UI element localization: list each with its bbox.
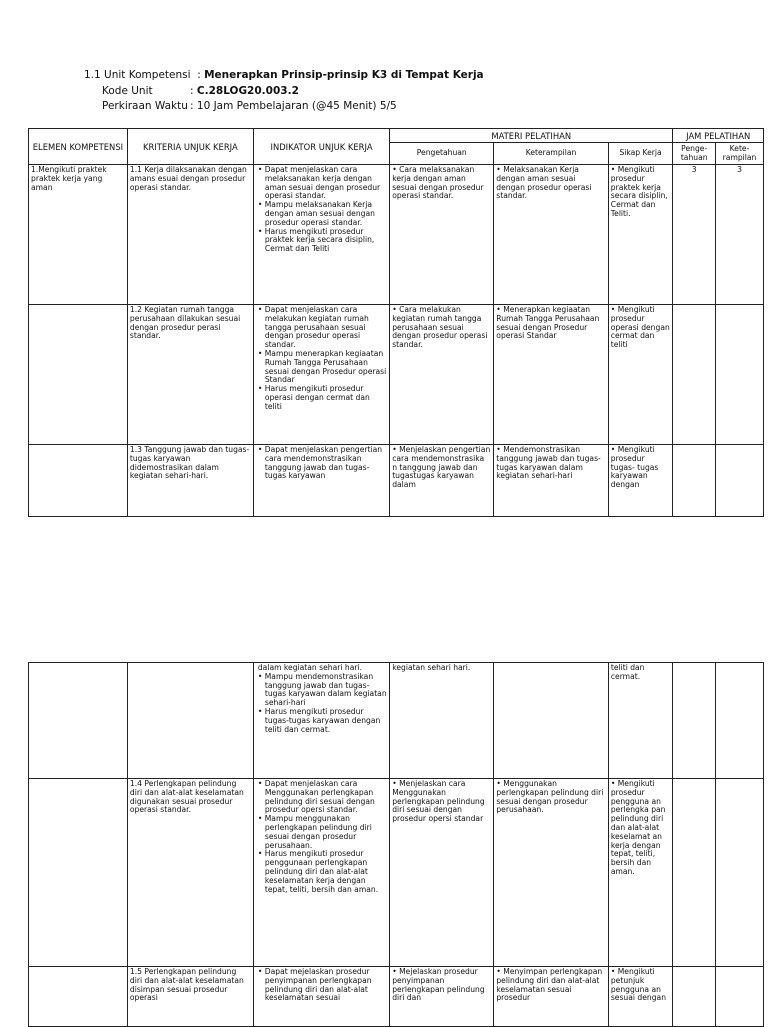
cell-pengetahuan: • Mejelaskan prosedur penyimpanan perlengkapan pelindung diri dan <box>390 967 494 1027</box>
cell-jam-keterampilan: 3 <box>716 165 764 305</box>
cell-pengetahuan: • Cara melakukan kegiatan rumah tangga perusahaan sesuai dengan prosedur operasi standar. <box>390 305 494 445</box>
colon: : <box>190 100 194 112</box>
cell-keterampilan <box>494 663 609 779</box>
page-break <box>0 520 768 660</box>
cell-indikator <box>253 305 389 445</box>
cell-kriteria: 1.4 Perlengkapan pelindung diri dan alat-alat keselamatan digunakan sesuai prosedur operasi standar. <box>127 779 253 967</box>
cell-elemen: 1.Mengikuti praktek praktek kerja yang aman <box>29 165 128 305</box>
col-jam: JAM PELATIHAN <box>673 129 764 143</box>
indikator-item: • Dapat menjelaskan cara melakukan kegiatan rumah tangga perusahaan sesuai dengan prosedur operasi standar. <box>257 305 369 350</box>
perkiraan-waktu-row <box>84 99 484 115</box>
indikator-item: • Mampu melaksanakan Kerja dengan aman sesuai dengan prosedur operasi standar. <box>257 200 375 227</box>
document-header <box>84 68 484 115</box>
col-kriteria: KRITERIA UNJUK KERJA <box>127 129 253 165</box>
indikator-item: • Dapat menjelaskan cara melaksanakan kerja dengan aman sesuai dengan prosedur operasi standar. <box>257 165 381 201</box>
cell-jam-pengetahuan <box>673 445 716 517</box>
cell-sikap: • Mengikuti prosedur pengguna an perlengka pan pelindung diri dan alat-alat keselamat an kerja dengan tepat, teliti, bersih dan aman. <box>608 779 673 967</box>
cell-indikator <box>253 165 389 305</box>
cell-sikap: teliti dan cermat. <box>608 663 673 779</box>
cell-kriteria <box>127 663 253 779</box>
col-pengetahuan: Pengetahuan <box>390 143 494 165</box>
cell-indikator <box>253 967 389 1027</box>
cell-jam-keterampilan <box>716 445 764 517</box>
cell-sikap: • Mengikuti petunjuk pengguna an sesuai dengan <box>608 967 673 1027</box>
table-row <box>29 165 764 305</box>
cell-pengetahuan: kegiatan sehari hari. <box>390 663 494 779</box>
cell-jam-keterampilan <box>716 779 764 967</box>
cell-indikator <box>253 663 389 779</box>
cell-jam-pengetahuan <box>673 779 716 967</box>
indikator-item: • Harus mengikuti prosedur praktek kerja secara disiplin, Cermat dan Teliti <box>257 226 375 254</box>
col-sikap: Sikap Kerja <box>608 143 673 165</box>
table-row <box>29 305 764 445</box>
cell-jam-pengetahuan: 3 <box>673 165 716 305</box>
col-keterampilan: Keterampilan <box>494 143 609 165</box>
cell-kriteria: 1.3 Tanggung jawab dan tugas-tugas karyawan didemostrasikan dalam kegiatan sehari-hari. <box>127 445 253 517</box>
cell-jam-keterampilan <box>716 663 764 779</box>
cell-kriteria: 1.1 Kerja dilaksanakan dengan amans esuai dengan prosedur operasi standar. <box>127 165 253 305</box>
competency-table-page1 <box>28 128 764 517</box>
cell-elemen <box>29 967 128 1027</box>
indikator-item: • Harus mengikuti prosedur operasi dengan cermat dan teliti <box>257 384 370 411</box>
cell-keterampilan: • Melaksanakan Kerja dengan aman sesuai dengan prosedur operasi standar. <box>494 165 609 305</box>
cell-sikap: • Mengikuti prosedur praktek kerja secara disiplin, Cermat dan Teliti. <box>608 165 673 305</box>
cell-pengetahuan: • Menjelaskan cara Menggunakan perlengkapan pelindung diri sesuai dengan prosedur opersi standar <box>390 779 494 967</box>
cell-pengetahuan: • Cara melaksanakan kerja dengan aman sesuai dengan prosedur operasi standar. <box>390 165 494 305</box>
cell-jam-keterampilan <box>716 305 764 445</box>
competency-table-page2 <box>28 662 764 1027</box>
col-indikator: INDIKATOR UNJUK KERJA <box>253 129 389 165</box>
colon: : <box>197 69 201 81</box>
indikator-item: • Harus mengikuti prosedur penggunaan perlengkapan pelindung diri dan alat-alat keselamatan kerja dengan tepat, teliti, bersih dan aman. <box>257 849 379 894</box>
col-elemen: ELEMEN KOMPETENSI <box>29 129 128 165</box>
cell-elemen <box>29 445 128 517</box>
table-row <box>29 663 764 779</box>
cell-sikap: • Mengikuti prosedur operasi dengan cermat dan teliti <box>608 305 673 445</box>
waktu-label: Perkiraan Waktu <box>102 100 188 112</box>
table-row <box>29 445 764 517</box>
col-jam-keterampilan: Kete- rampilan <box>716 143 764 165</box>
cell-indikator <box>253 779 389 967</box>
unit-label: Unit Kompetensi <box>104 69 191 81</box>
cell-pengetahuan: • Menjelaskan pengertian cara mendemonstrasika n tanggung jawab dan tugastugas karyawan dalam <box>390 445 494 517</box>
cell-keterampilan: • Menyimpan perlengkapan pelindung diri dan alat-alat keselamatan sesuai prosedur <box>494 967 609 1027</box>
cell-kriteria: 1.2 Kegiatan rumah tangga perusahaan dilakukan sesuai dengan prosedur perasi standar. <box>127 305 253 445</box>
indikator-item: • Dapat mejelaskan prosedur penyimpanan perlengkapan pelindung diri dan alat-alat keselamatan sesuai <box>257 967 372 1003</box>
cell-jam-pengetahuan <box>673 305 716 445</box>
kode-value: C.28LOG20.003.2 <box>196 84 299 97</box>
cell-keterampilan: • Menggunakan perlengkapan pelindung diri sesuai dengan prosedur perusahaan. <box>494 779 609 967</box>
indikator-item: • Harus mengikuti prosedur tugas-tugas karyawan dengan teliti dan cermat. <box>257 706 381 734</box>
cell-keterampilan: • Menerapkan kegiaatan Rumah Tangga Perusahaan sesuai dengan Prosedur operasi Standar <box>494 305 609 445</box>
cell-kriteria: 1.5 Perlengkapan pelindung diri dan alat-alat keselamatan disimpan sesuai prosedur operasi <box>127 967 253 1027</box>
table-row <box>29 967 764 1027</box>
cell-jam-keterampilan <box>716 967 764 1027</box>
kode-unit-row <box>84 84 484 100</box>
table-row <box>29 779 764 967</box>
indikator-item: • Mampu menerapkan kegiaatan Rumah Tangga Perusahaan sesuai dengan Prosedur operasi Standar <box>257 348 387 385</box>
unit-number: 1.1 <box>84 69 101 81</box>
indikator-item: • Mampu menggunakan perlengkapan pelindung diri sesuai dengan prosedur perusahaan. <box>257 814 372 850</box>
kode-label: Kode Unit <box>102 84 153 97</box>
waktu-value: 10 Jam Pembelajaran (@45 Menit) 5/5 <box>196 100 397 112</box>
col-jam-pengetahuan: Penge- tahuan <box>673 143 716 165</box>
cell-jam-pengetahuan <box>673 663 716 779</box>
unit-kompetensi-row <box>84 68 484 84</box>
cell-elemen <box>29 663 128 779</box>
cell-sikap: • Mengikuti prosedur tugas- tugas karyawan dengan <box>608 445 673 517</box>
indikator-item: • Dapat menjelaskan cara Menggunakan perlengkapan pelindung diri sesuai dengan prosedur opersi standar. <box>257 779 375 815</box>
cell-elemen <box>29 305 128 445</box>
indikator-item: • Dapat menjelaskan pengertian cara mendemonstrasikan tanggung jawab dan tugas-tugas karyawan <box>257 445 383 481</box>
indikator-item: dalam kegiatan sehari hari. <box>257 663 362 672</box>
cell-jam-pengetahuan <box>673 967 716 1027</box>
indikator-item: • Mampu mendemonstrasikan tanggung jawab dan tugas-tugas karyawan dalam kegiatan sehari-hari <box>257 671 387 708</box>
colon: : <box>190 84 194 97</box>
cell-elemen <box>29 779 128 967</box>
cell-indikator <box>253 445 389 517</box>
col-materi: MATERI PELATIHAN <box>390 129 673 143</box>
unit-value: Menerapkan Prinsip-prinsip K3 di Tempat Kerja <box>204 69 484 81</box>
cell-keterampilan: • Mendemonstrasikan tanggung jawab dan tugas-tugas karyawan dalam kegiatan sehari-hari <box>494 445 609 517</box>
